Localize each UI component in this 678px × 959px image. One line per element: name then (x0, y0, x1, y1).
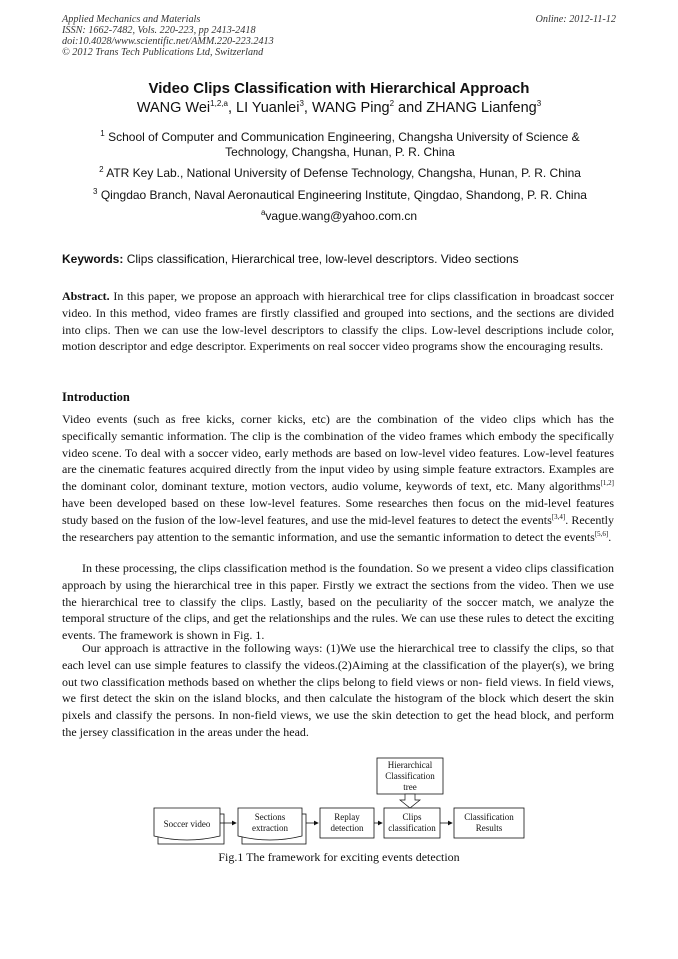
author-email (0, 209, 678, 223)
intro-text: . (608, 529, 612, 544)
intro-paragraph-1 (62, 411, 614, 545)
affiliation-text: School of Computer and Communication Engineering, Changsha University of Science & Technology, Changsha, Hunan, P. R. China (108, 130, 580, 159)
affiliation-text: Qingdao Branch, Naval Aeronautical Engineering Institute, Qingdao, Shandong, P. R. China (100, 188, 587, 202)
online-date: Online: 2012-11-12 (535, 14, 616, 25)
citation: [1,2] (600, 479, 614, 488)
sections-label: extraction (252, 823, 288, 833)
author-separator: , (303, 100, 312, 116)
author-sup: 1,2,a (210, 99, 228, 109)
tree-label: Hierarchical (387, 760, 433, 770)
author-separator: and (394, 100, 427, 116)
tree-label: tree (403, 782, 417, 792)
journal-meta (62, 14, 274, 58)
intro-text: Video events (such as free kicks, corner kicks, etc) are the combination of the video clips which has the specifically semantic information. The clip is the combination of the video frames which embody the specifically video scene. To deal with a soccer video, early methods are based on low-level video features. Low-level features are the cinematic features acquired directly from the input video by using simple feature extractors. Examples are the dominant color, dominant texture, motion vectors, audio volume, keywords of text, etc. Many algorithms (62, 412, 614, 494)
author-name: WANG Ping (311, 100, 390, 116)
results-label: Results (475, 823, 503, 833)
down-arrow-icon (400, 794, 420, 808)
intro-paragraph-3: Our approach is attractive in the following ways: (1)We use the hierarchical tree to classify the clips, so that each level can use simple features to classify the videos.(2)Aiming at the classification of the player(s), we bring out two classification methods based on whether the clips belong to field views or non- field views. In field views, we first detect the skin on the island blocks, and then calculate the histogram of the block which desert the skin pixels and classify the persons. In non-field views, we use the skin detection to get the head block, and perform the jersey classification in the areas under the head. (62, 641, 614, 739)
abstract (62, 288, 614, 355)
abstract-text: In this paper, we propose an approach with hierarchical tree for clips classification in broadcast soccer video. In this method, video frames are firstly classified and grouped into sections, and the sections are divided into clips. Then we can use the low-level descriptors to classify the clips. Low-level descriptions include color, motion descriptor and edge descriptor. Experiments on real soccer video programs show the encouraging results. (62, 289, 614, 354)
keywords (62, 252, 622, 266)
author-separator: , (227, 100, 236, 116)
copyright-line: © 2012 Trans Tech Publications Ltd, Switzerland (62, 47, 264, 58)
affiliation-1 (80, 130, 600, 160)
results-label: Classification (464, 812, 514, 822)
author-name: LI Yuanlei (236, 100, 300, 116)
author-name: WANG Wei (136, 100, 211, 116)
affiliation-sup: 1 (100, 129, 105, 138)
soccer-video-label: Soccer video (163, 819, 211, 829)
citation: [5,6] (594, 529, 609, 538)
author-list (0, 100, 678, 116)
journal-name: Applied Mechanics and Materials (62, 14, 201, 25)
tree-label: Classification (385, 771, 435, 781)
intro-text: . Recently the researchers pay attention to the semantic information, and use the semantic information to detect the events (62, 512, 615, 544)
affiliation-text: ATR Key Lab., National University of Defense Technology, Changsha, Hunan, P. R. China (106, 166, 581, 180)
clips-label: Clips (402, 812, 422, 822)
replay-label: Replay (334, 812, 360, 822)
author-name: ZHANG Lianfeng (426, 100, 537, 116)
issn-line: ISSN: 1662-7482, Vols. 220-223, pp 2413-2418 (62, 25, 256, 36)
affiliation-2 (80, 166, 600, 181)
sections-label: Sections (254, 812, 286, 822)
intro-text: have been developed based on these low-level features. Some researches then focus on the mid-level features study based on the fusion of the low-level features, and use the mid-level features to detect the events (62, 495, 614, 527)
email-sup: a (260, 208, 266, 217)
affiliation-3 (60, 188, 620, 203)
keywords-label: Keywords: (62, 252, 124, 266)
affiliation-sup: 2 (99, 165, 104, 174)
doi-line: doi:10.4028/www.scientific.net/AMM.220-223.2413 (62, 36, 274, 47)
abstract-label: Abstract. (62, 289, 110, 303)
clips-label: classification (388, 823, 436, 833)
paper-title: Video Clips Classification with Hierarchical Approach (148, 80, 530, 97)
figure-caption: Fig.1 The framework for exciting events detection (218, 850, 460, 864)
section-heading-introduction: Introduction (62, 390, 130, 404)
citation: [3,4] (551, 512, 566, 521)
replay-label: detection (330, 823, 364, 833)
author-sup: 3 (536, 99, 542, 109)
author-sup: 3 (299, 99, 304, 109)
affiliation-sup: 3 (93, 187, 98, 196)
email-address: vague.wang@yahoo.com.cn (265, 209, 418, 223)
intro-paragraph-2: In these processing, the clips classification method is the foundation. So we present a video clips classification approach by using the hierarchical tree in this paper. Firstly we extract the sections from the video. Then we use the hierarchical tree to classify the clips. Lastly, based on the peculiarity of the soccer match, we analyze the temporal structure of the clips, and get the relationships and the rules. We can use these rules to detect the exciting events. The framework is shown in Fig. 1. (62, 561, 614, 643)
author-sup: 2 (389, 99, 395, 109)
keywords-text: Clips classification, Hierarchical tree, low-level descriptors. Video sections (126, 252, 519, 266)
